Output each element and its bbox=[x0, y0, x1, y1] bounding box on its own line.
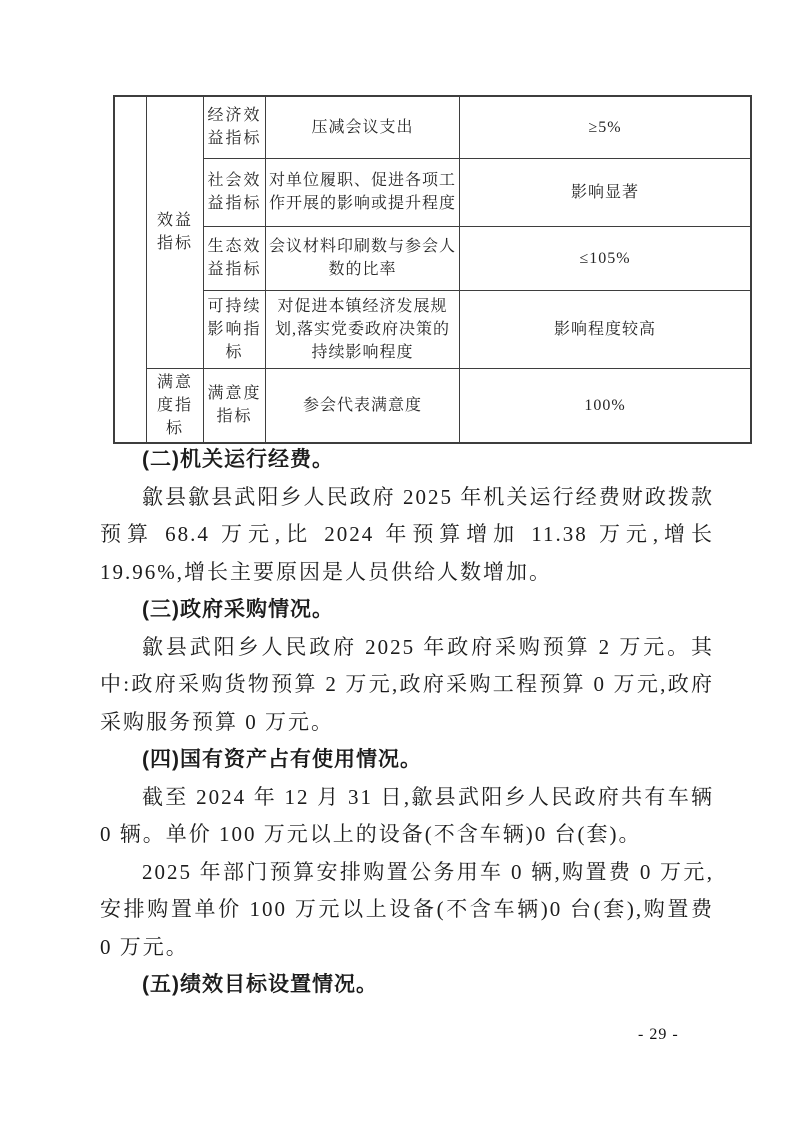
value-cell: 影响程度较高 bbox=[460, 290, 752, 368]
table-row bbox=[114, 368, 751, 443]
value-cell: ≤105% bbox=[460, 226, 752, 290]
paragraph: 歙县歙县武阳乡人民政府 2025 年机关运行经费财政拨款预算 68.4 万元,比 2024 年预算增加 11.38 万元,增长 19.96%,增长主要原因是人员供给人数增加。 bbox=[100, 484, 714, 584]
table-row bbox=[114, 96, 751, 158]
table-row bbox=[114, 290, 751, 368]
category-cell: 生态效益指标 bbox=[204, 226, 266, 290]
section-heading-state-owned-assets: (四)国有资产占有使用情况。 bbox=[142, 748, 422, 771]
indicator-cell: 参会代表满意度 bbox=[266, 368, 460, 443]
benefit-group-cell: 效益指标 bbox=[147, 96, 204, 368]
performance-indicator-table bbox=[113, 95, 752, 444]
satisfaction-group-cell: 满意度指标 bbox=[147, 368, 204, 443]
page-number: - 29 - bbox=[638, 1026, 679, 1043]
table-row bbox=[114, 226, 751, 290]
category-cell: 满意度指标 bbox=[204, 368, 266, 443]
table-empty-column-cell bbox=[114, 96, 147, 443]
table-row bbox=[114, 158, 751, 226]
indicator-cell: 压减会议支出 bbox=[266, 96, 460, 158]
paragraph: 2025 年部门预算安排购置公务用车 0 辆,购置费 0 万元,安排购置单价 100 万元以上设备(不含车辆)0 台(套),购置费 0 万元。 bbox=[100, 859, 714, 959]
section-heading-performance-goals: (五)绩效目标设置情况。 bbox=[142, 973, 378, 996]
value-cell: 100% bbox=[460, 368, 752, 443]
category-cell: 可持续影响指标 bbox=[204, 290, 266, 368]
indicator-cell: 会议材料印刷数与参会人数的比率 bbox=[266, 226, 460, 290]
category-cell: 社会效益指标 bbox=[204, 158, 266, 226]
paragraph: 歙县武阳乡人民政府 2025 年政府采购预算 2 万元。其中:政府采购货物预算 2 万元,政府采购工程预算 0 万元,政府采购服务预算 0 万元。 bbox=[100, 634, 714, 734]
document-body-text bbox=[100, 441, 714, 1004]
section-heading-government-procurement: (三)政府采购情况。 bbox=[142, 598, 334, 621]
category-cell: 经济效益指标 bbox=[204, 96, 266, 158]
value-cell: ≥5% bbox=[460, 96, 752, 158]
indicator-cell: 对单位履职、促进各项工作开展的影响或提升程度 bbox=[266, 158, 460, 226]
value-cell: 影响显著 bbox=[460, 158, 752, 226]
paragraph: 截至 2024 年 12 月 31 日,歙县武阳乡人民政府共有车辆 0 辆。单价 100 万元以上的设备(不含车辆)0 台(套)。 bbox=[100, 784, 714, 846]
indicator-cell: 对促进本镇经济发展规划,落实党委政府决策的持续影响程度 bbox=[266, 290, 460, 368]
section-heading-agency-operating-expense: (二)机关运行经费。 bbox=[142, 448, 334, 471]
